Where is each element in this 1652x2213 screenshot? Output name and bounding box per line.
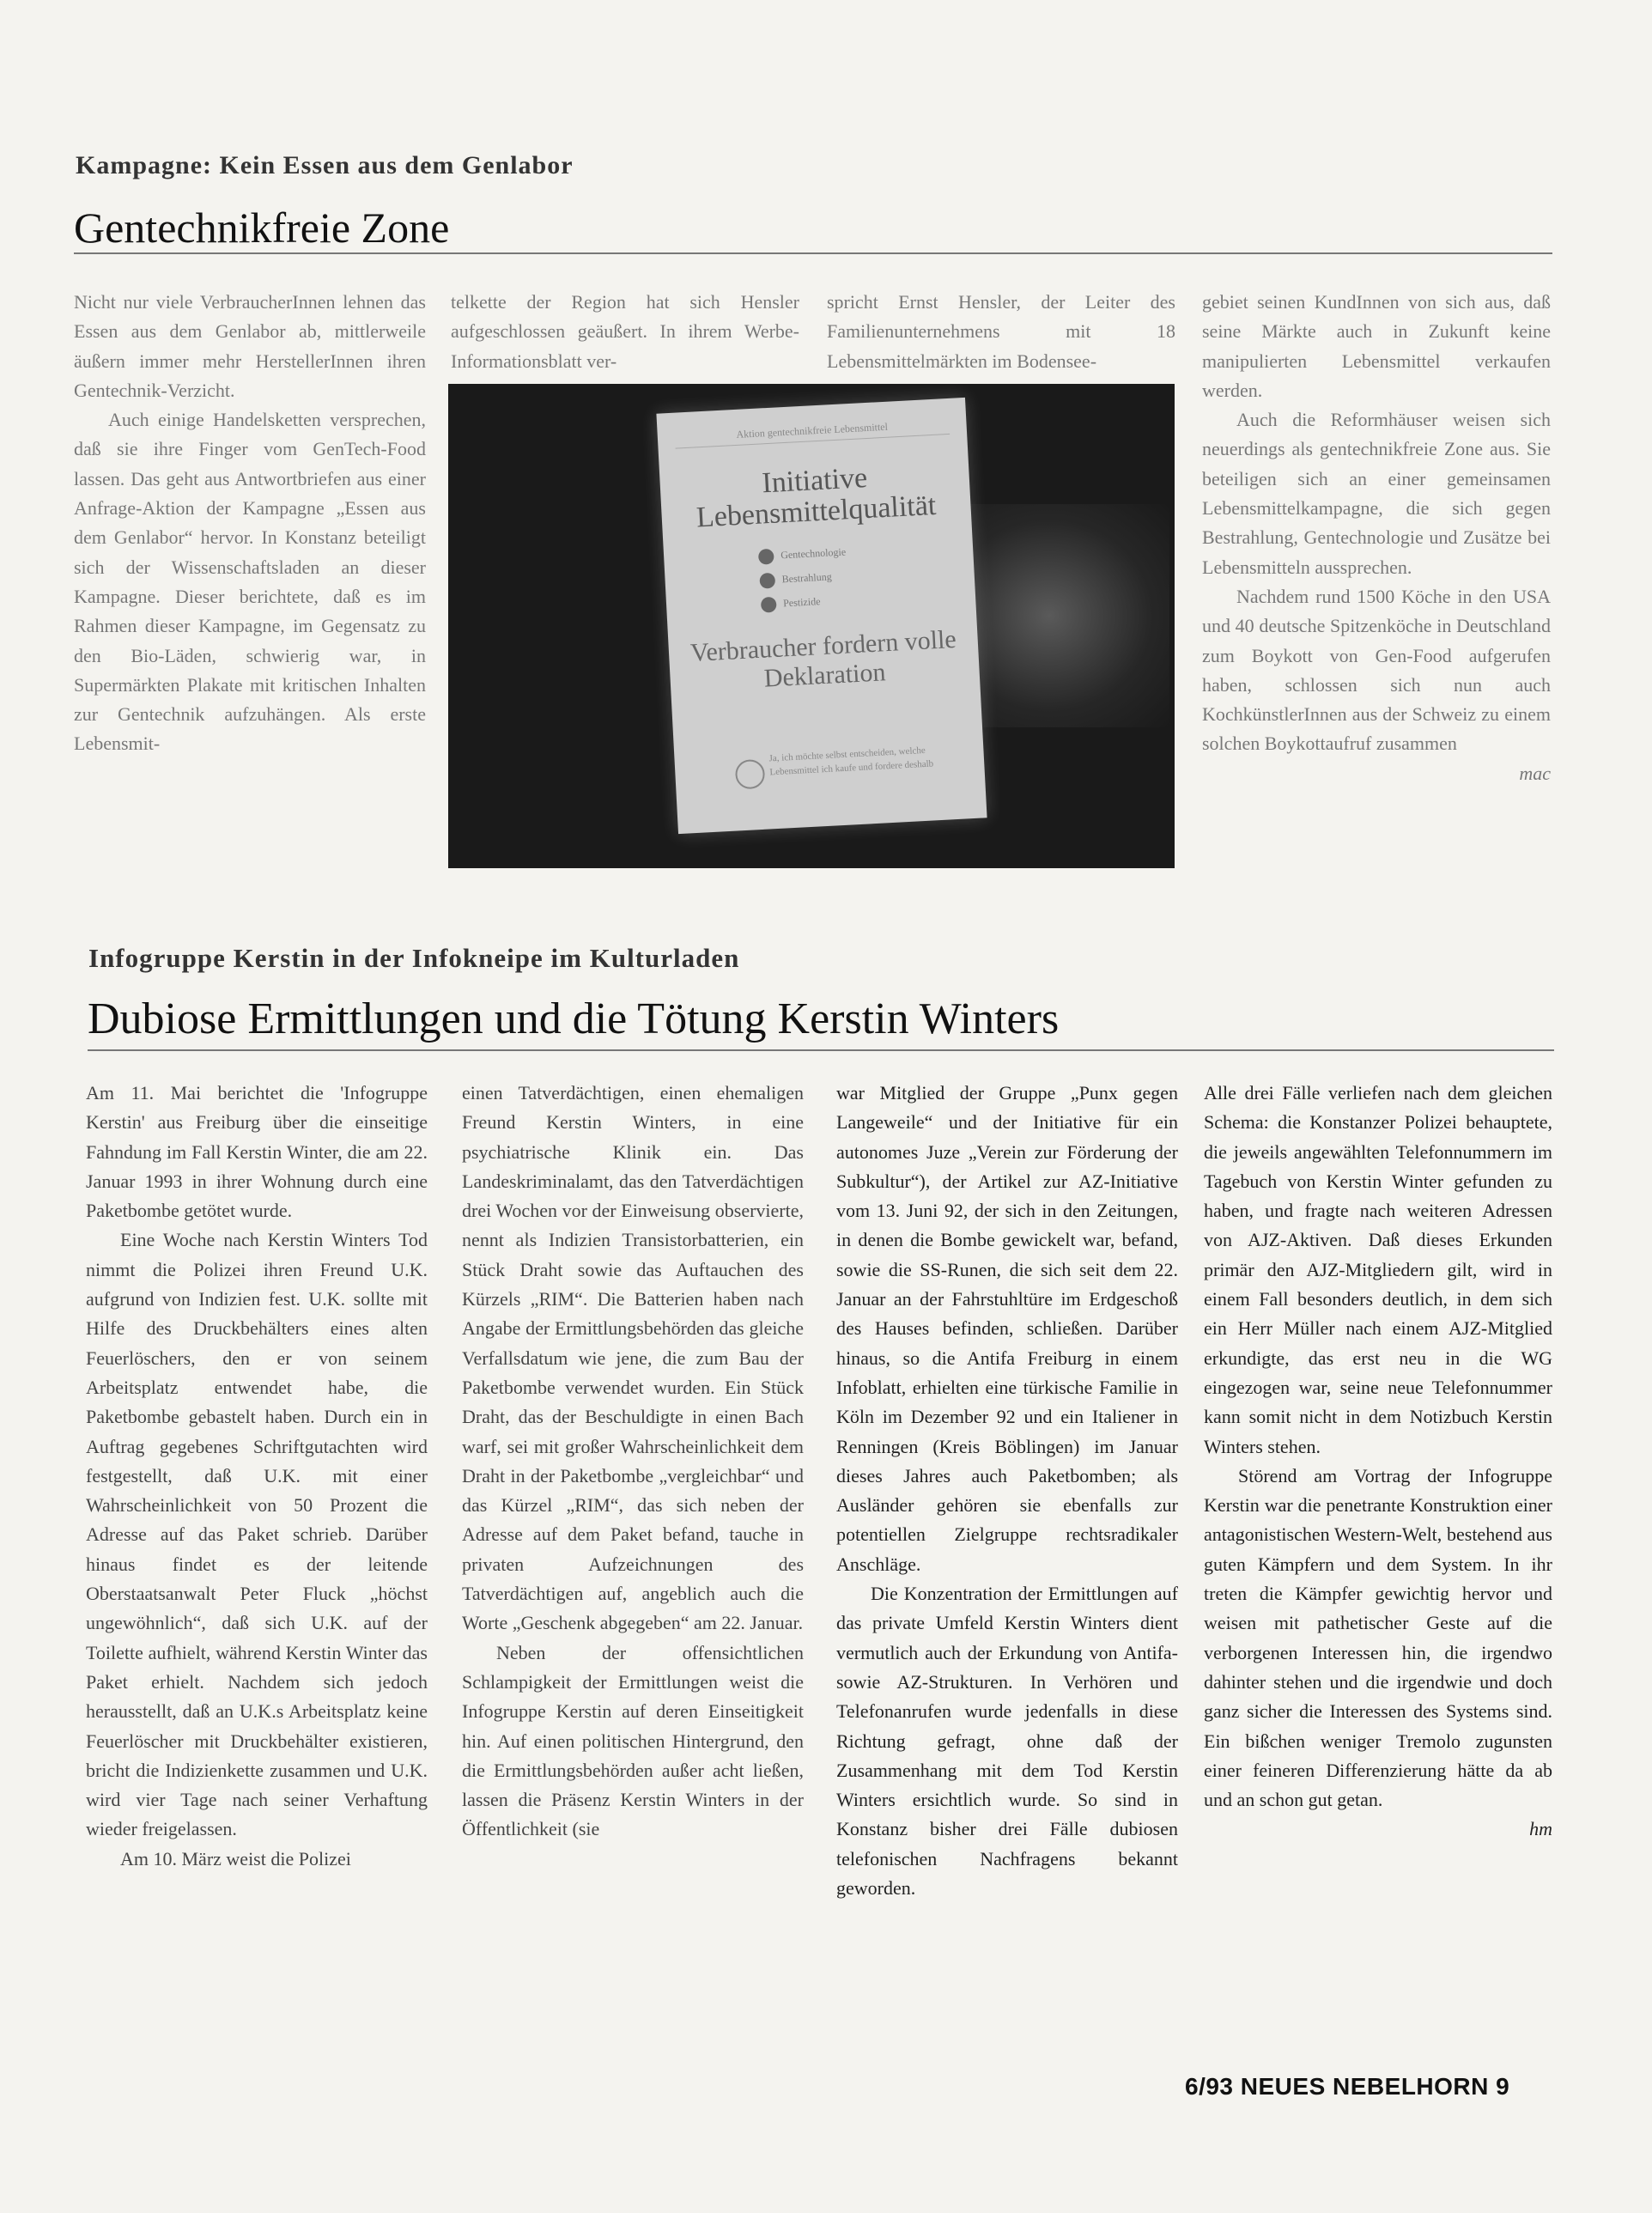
paragraph: Auch einige Handelsketten versprechen, daß sie ihre Finger vom GenTech-Food lassen. Das geht aus Antwortbriefen aus einer Anfrage-Aktion der Kampagne „Essen aus dem Genlabor“ hervor. In Konstanz beteiligt sich der Wissenschaftsladen an dieser Kampagne. Dieser berichtete, daß es im Rahmen dieser Kampagne, im Gegensatz zu den Bio-Läden, schwierig war, in Supermärkten Plakate mit kritischen Inhalten zur Gentechnik aufzuhängen. Als erste Lebensmit- [74, 409, 426, 755]
article1-signature: mac [1519, 762, 1551, 784]
poster-item: Bestrahlung [759, 557, 975, 593]
paragraph: Die Konzentration der Ermittlungen auf das private Umfeld Kerstin Winters dient vermutlich auch der Erkundung von Antifa- sowie AZ-Strukturen. In Verhören und Telefonanrufen wurde jedenfalls in diese Richtung gefragt, ohne daß der Zusammenhang mit dem Tod Kerstin Winters ersichtlich wurde. So sind in Konstanz bisher drei Fälle dubiosen telefonischen Nachfragens bekannt geworden. [836, 1583, 1178, 1900]
article2-kicker: Infogruppe Kerstin in der Infokneipe im Kulturladen [88, 943, 740, 973]
article1-photo [448, 384, 1175, 868]
poster-item: Pestizide [760, 581, 975, 617]
article1-column-3 [827, 288, 1175, 376]
page-footer: 6/93 NEUES NEBELHORN 9 [1185, 2073, 1510, 2100]
article2-column-1 [86, 1079, 428, 1874]
paragraph: Störend am Vortrag der Infogruppe Kerstin war die penetrante Konstruktion einer antagonistischen Western-Welt, bestehend aus guten Kämpfern und dem System. In ihr treten die Kämpfer gewichtig hervor und weisen mit pathetischer Geste auf die verborgenen Interessen hin, die irgendwo dahinter stehen und die irgendwie und doch ganz sicher die Interessen des Systems sind. Ein bißchen weniger Tremolo zugunsten einer feineren Differenzierung hätte da ab und an schon gut getan. [1204, 1464, 1552, 1811]
paragraph: Am 11. Mai berichtet die 'Infogruppe Kerstin' aus Freiburg über die einseitige Fahndung im Fall Kerstin Winter, die am 22. Januar 1993 in ihrer Wohnung durch eine Paketbombe getötet wurde. [86, 1082, 428, 1222]
article1-column-2 [451, 288, 799, 376]
paragraph: Alle drei Fälle verliefen nach dem gleichen Schema: die Konstanzer Polizei behauptete, die jeweils angewählten Telefonnummern im Tagebuch von Kerstin Winter gefunden zu haben, und fragte nach weiteren Adressen von AJZ-Aktiven. Daß dieses Erkunden primär den AJZ-Mitgliedern gilt, wird in einem Fall besonders deutlich, in dem sich ein Herr Müller nach einem AJZ-Mitglied erkundigte, das erst neu in die WG eingezogen war, seine neue Telefonnummer kann somit nicht in dem Notizbuch Kerstin Winters stehen. [1204, 1082, 1552, 1457]
paragraph: Neben der offensichtlichen Schlampigkeit der Ermittlungen weist die Infogruppe Kerstin auf deren Einseitigkeit hin. Auf einen politischen Hintergrund, den die Ermittlungsbehörden außer acht ließen, lassen die Präsenz Kerstin Winters in der Öffentlichkeit (sie [462, 1641, 804, 1840]
paragraph: Nicht nur viele VerbraucherInnen lehnen das Essen aus dem Genlabor ab, mittlerweile äußern immer mehr HerstellerInnen ihren Gentechnik-Verzicht. [74, 291, 426, 401]
bullet-icon [759, 573, 775, 589]
photo-poster [656, 398, 987, 834]
poster-top-text: Aktion gentechnikfreie Lebensmittel [675, 417, 951, 449]
article1-headline: Gentechnikfreie Zone [74, 204, 450, 252]
article2-rule [88, 1049, 1554, 1051]
paragraph: Eine Woche nach Kerstin Winters Tod nimmt die Polizei ihren Freund U.K. aufgrund von Indizien fest. U.K. sollte mit Hilfe des Druckbehälters eines alten Feuerlöschers, den er von seinem Arbeitsplatz entwendet habe, die Paketbombe gebastelt haben. Durch ein in Auftrag gegebenes Schriftgutachten wird festgestellt, daß U.K. mit einer Wahrscheinlichkeit von 50 Prozent die Adresse auf das Paket schrieb. Darüber hinaus findet es der leitende Oberstaatsanwalt Peter Fluck „höchst ungewöhnlich“, daß sich U.K. auf der Toilette aufhielt, während Kerstin Winter das Paket erhielt. Nachdem sich jedoch herausstellt, daß an U.K.s Arbeitsplatz keine Feuerlöscher mit Druckbehälter existieren, bricht die Indizienkette zusammen und U.K. wird vier Tage nach seiner Verhaftung wieder freigelassen. [86, 1229, 428, 1840]
article1-rule [74, 252, 1552, 254]
article2-column-3 [836, 1079, 1178, 1903]
poster-items [758, 533, 976, 617]
checkmark-circle-icon [735, 759, 766, 790]
paragraph: war Mitglied der Gruppe „Punx gegen Langeweile“ und der Initiative für ein autonomes Juze „Verein zur Förderung der Subkultur“), der Artikel zur AZ-Initiative vom 13. Juni 92, der sich in den Zeitungen, in denen die Bombe gewickelt war, befand, sowie die SS-Runen, die sich seit dem 22. Januar an der Fahrstuhltüre im Erdgeschoß des Hauses befinden, schließen. Darüber hinaus, so die Antifa Freiburg in einem Infoblatt, erhielten eine türkische Familie in Köln im Dezember 92 und ein Italiener in Renningen (Kreis Böblingen) im Januar dieses Jahres auch Paketbomben; als Ausländer gehören sie ebenfalls zur potentiellen Zielgruppe rechtsradikaler Anschläge. [836, 1082, 1178, 1575]
paragraph: Am 10. März weist die Polizei [120, 1847, 351, 1869]
paragraph: einen Tatverdächtigen, einen ehemaligen Freund Kerstin Winters, in eine psychiatrische Klinik ein. Das Landeskriminalamt, das den Tatverdächtigen drei Wochen vor der Einweisung observierte, nennt als Indizien Transistorbatterien, ein Stück Draht sowie das Auftauchen des Kürzels „RIM“. Die Batterien haben nach Angabe der Ermittlungsbehörden das gleiche Verfallsdatum wie jene, die zum Bau der Paketbombe verwendet wurden. Ein Stück Draht, das der Beschuldigte in einen Bach warf, sei mit großer Wahrscheinlichkeit dem Draht in der Paketbombe „vergleichbar“ und das Kürzel „RIM“, das sich neben der Adresse auf dem Paket befand, tauche in privaten Aufzeichnungen des Tatverdächtigen auf, angeblich auch die Worte „Geschenk abgegeben“ am 22. Januar. [462, 1082, 804, 1634]
article1-kicker: Kampagne: Kein Essen aus dem Genlabor [76, 151, 574, 179]
paragraph: gebiet seinen KundInnen von sich aus, daß seine Märkte auch in Zukunft keine manipulierten Lebensmittel verkaufen werden. [1202, 291, 1551, 401]
poster-title: Initiative Lebensmittelqualität [695, 462, 938, 534]
poster-footer: Ja, ich möchte selbst entscheiden, welche Lebensmittel ich kaufe und fordere deshalb [768, 743, 941, 779]
article2-column-2 [462, 1079, 804, 1845]
poster-subtitle: Verbraucher fordern volle Deklaration [689, 624, 957, 693]
article2-headline: Dubiose Ermittlungen und die Tötung Kerstin Winters [88, 994, 1060, 1043]
bullet-icon [758, 549, 774, 565]
article2-signature: hm [1529, 1818, 1552, 1840]
bullet-icon [761, 597, 777, 613]
paragraph: telkette der Region hat sich Hensler aufgeschlossen geäußert. In ihrem Werbe-Informationsblatt ver- [451, 291, 799, 372]
article1-column-1 [74, 288, 426, 759]
article1-column-4 [1202, 288, 1551, 788]
article2-column-4 [1204, 1079, 1552, 1845]
paragraph: spricht Ernst Hensler, der Leiter des Familienunternehmens mit 18 Lebensmittelmärkten im Bodensee- [827, 291, 1175, 372]
paragraph: Auch die Reformhäuser weisen sich neuerdings als gentechnikfreie Zone aus. Sie beteiligen sich an einer gemeinsamen Lebensmittelkampagne, die sich gegen Bestrahlung, Gentechnologie und Zusätze bei Lebensmitteln aussprechen. [1202, 409, 1551, 578]
poster-item: Gentechnologie [758, 533, 974, 568]
paragraph: Nachdem rund 1500 Köche in den USA und 40 deutsche Spitzenköche in Deutschland zum Boykott von Gen-Food aufgerufen haben, schlossen sich nun auch KochkünstlerInnen aus der Schweiz zu einem solchen Boykottaufruf zusammen [1202, 585, 1551, 755]
